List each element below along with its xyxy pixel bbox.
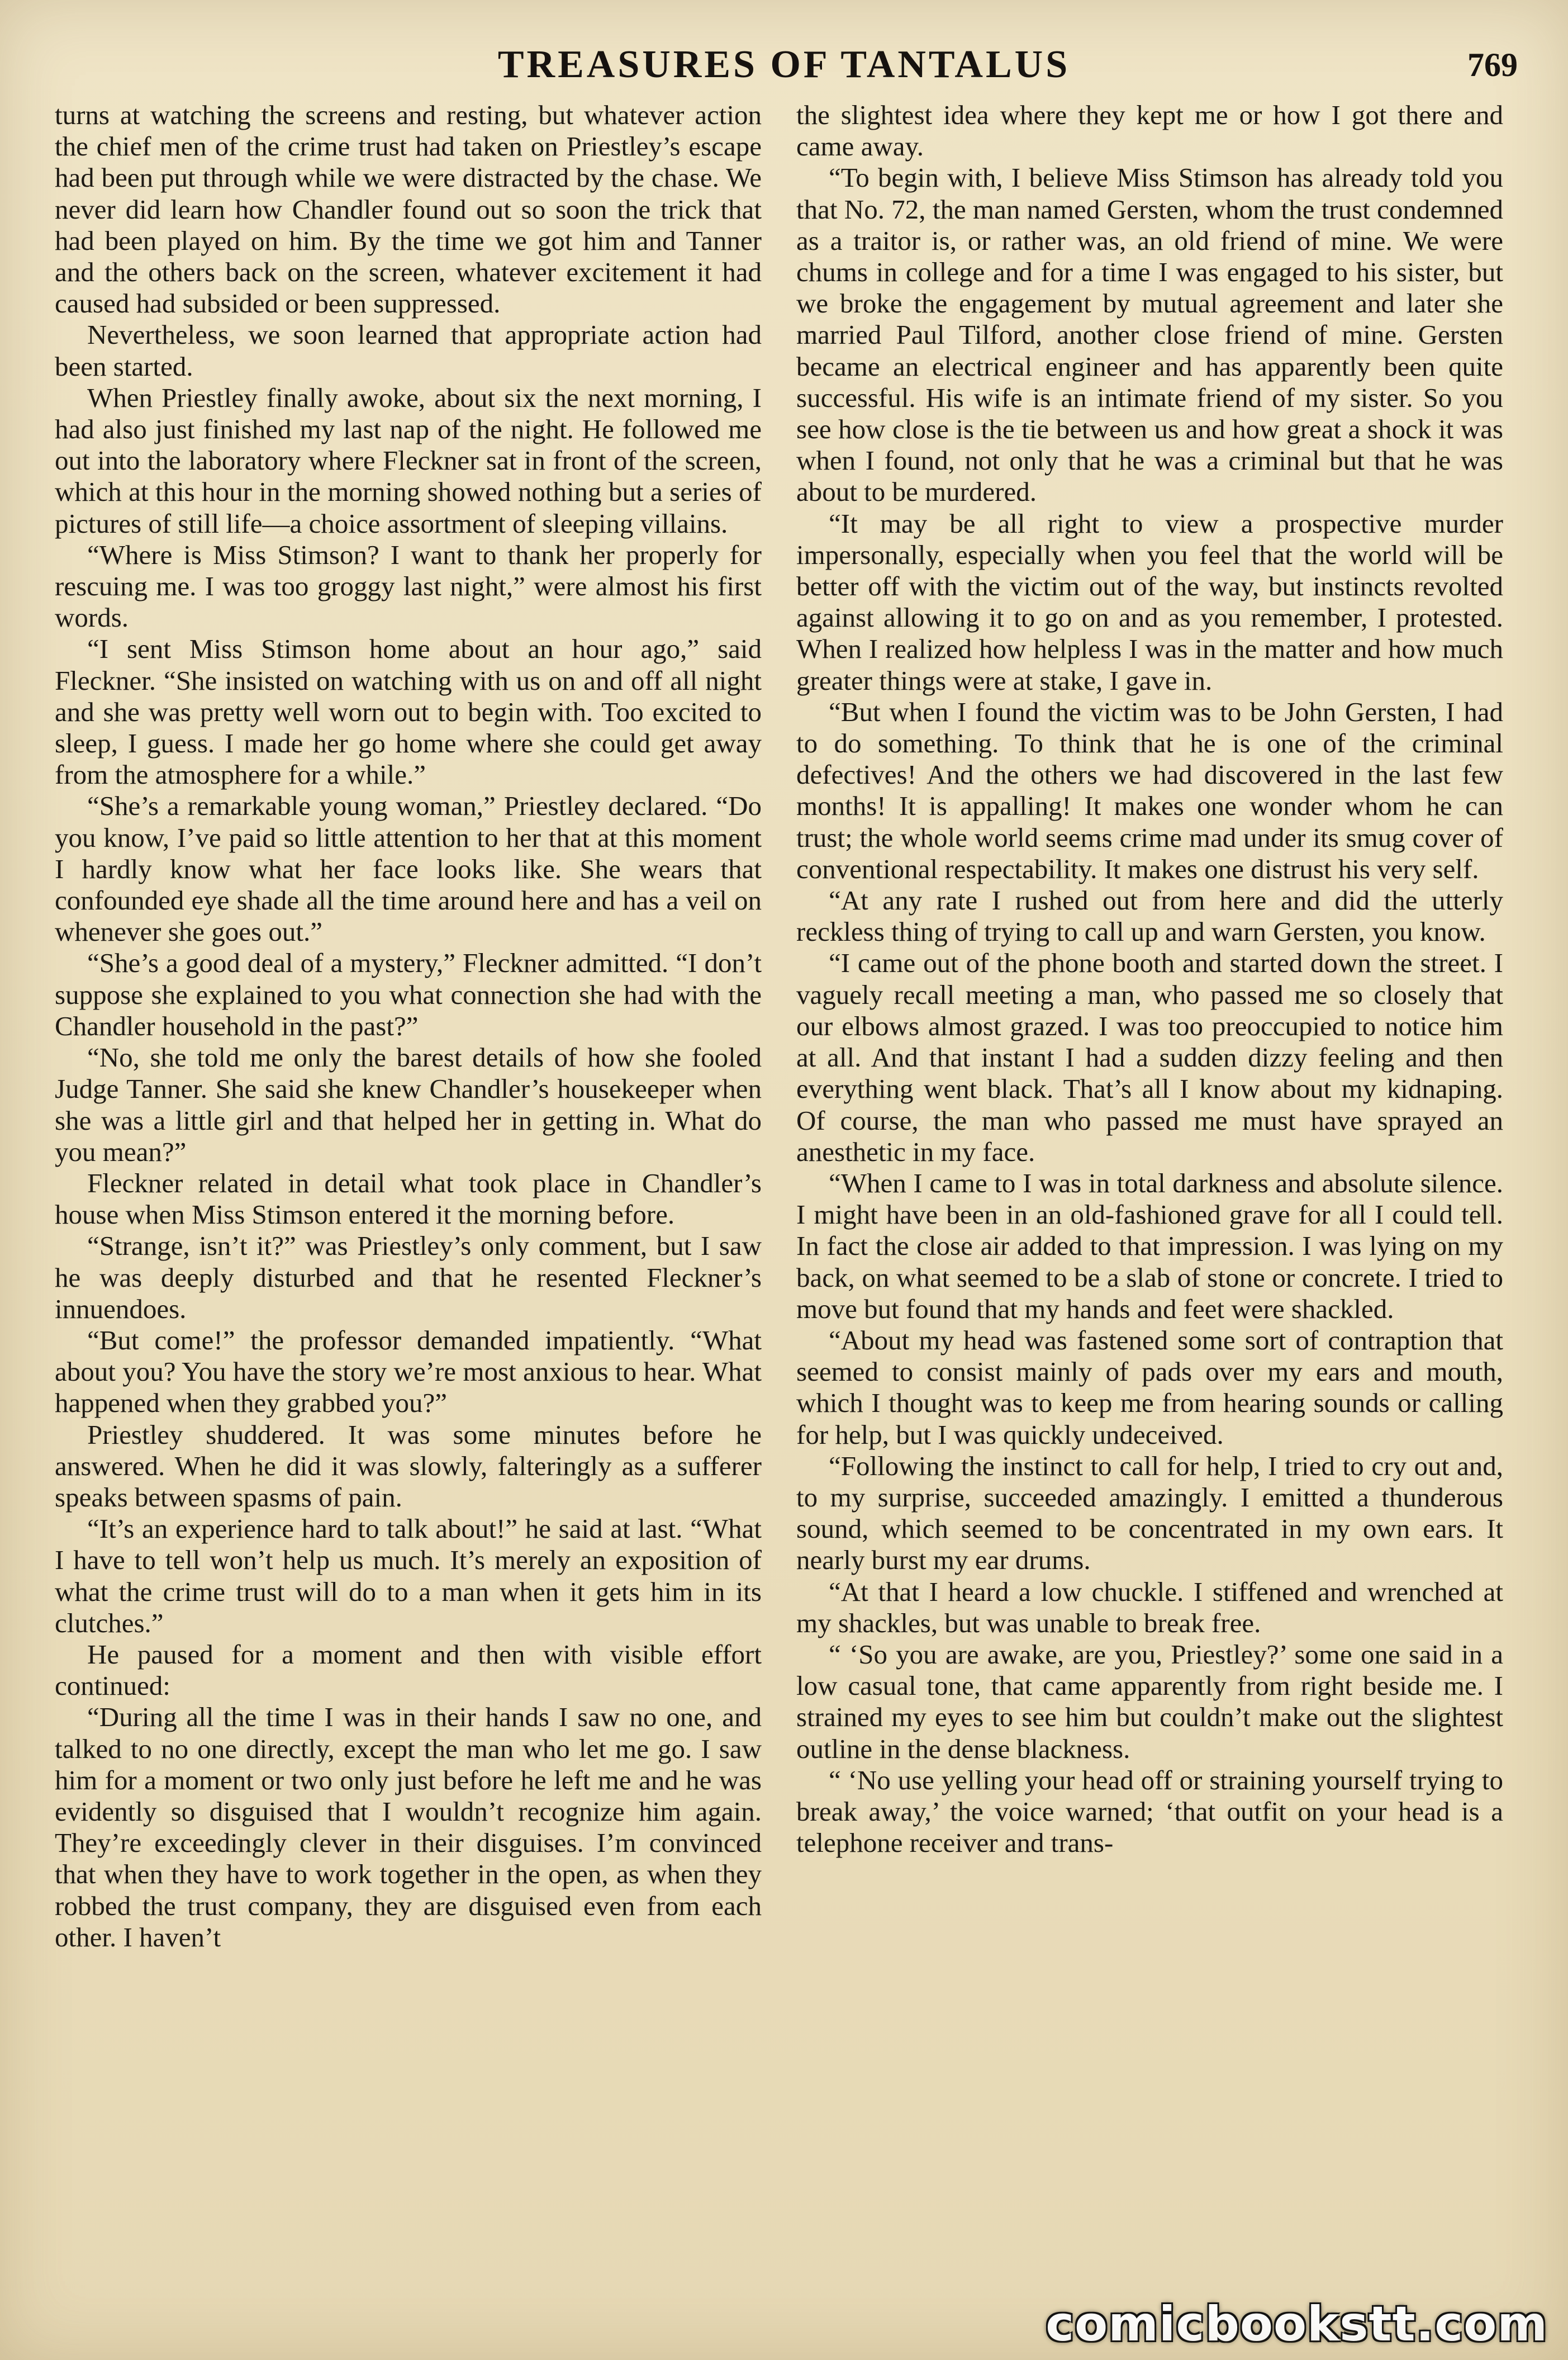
paragraph: “It’s an experience hard to talk about!” he said at last. “What I have to tell won’t help us much. It’s merely an exposition of what the crime trust will do to a man when it gets him in its clutches.”: [55, 1513, 762, 1638]
right-column: [796, 99, 1503, 2313]
paragraph: turns at watching the screens and resting, but whatever action the chief men of the crime trust had taken on Priestley’s escape had been put through while we were distracted by the chase. We never did learn how Chandler found out so soon the trick that had been played on him. By the time we got him and Tanner and the others back on the screen, whatever excitement it had caused had subsided or been suppressed.: [55, 99, 762, 319]
paragraph: When Priestley finally awoke, about six the next morning, I had also just finished my last nap of the night. He followed me out into the laboratory where Fleckner sat in front of the screen, which at this hour in the morning showed nothing but a series of pictures of still life—a choice assortment of sleeping villains.: [55, 382, 762, 539]
paragraph: “It may be all right to view a prospective murder impersonally, especially when you feel that the world will be better off with the victim out of the way, but instincts revolted against allowing it to go on and as you remember, I protested. When I realized how helpless I was in the matter and how much greater things were at stake, I gave in.: [796, 508, 1503, 696]
paragraph: “At any rate I rushed out from here and did the utterly reckless thing of trying to call up and warn Gersten, you know.: [796, 885, 1503, 947]
paragraph: “Strange, isn’t it?” was Priestley’s only comment, but I saw he was deeply disturbed and that he resented Fleckner’s innuendoes.: [55, 1230, 762, 1324]
paragraph: “I sent Miss Stimson home about an hour ago,” said Fleckner. “She insisted on watching with us on and off all night and she was pretty well worn out to begin with. Too excited to sleep, I guess. I made her go home where she could get away from the atmosphere for a while.”: [55, 633, 762, 790]
paragraph: Fleckner related in detail what took place in Chandler’s house when Miss Stimson entered it the morning before.: [55, 1167, 762, 1230]
page-number: 769: [1467, 46, 1518, 83]
paragraph: “ ‘No use yelling your head off or straining yourself trying to break away,’ the voice warned; ‘that outfit on your head is a telephone receiver and trans-: [796, 1764, 1503, 1859]
paragraph: “Where is Miss Stimson? I want to thank her properly for rescuing me. I was too groggy last night,” were almost his first words.: [55, 539, 762, 633]
paragraph: “ ‘So you are awake, are you, Priestley?’ some one said in a low casual tone, that came apparently from right beside me. I strained my eyes to see him but couldn’t make out the slightest outline in the dense blackness.: [796, 1638, 1503, 1764]
paragraph: “She’s a good deal of a mystery,” Fleckner admitted. “I don’t suppose she explained to you what connection she had with the Chandler household in the past?”: [55, 947, 762, 1041]
paragraph: “Following the instinct to call for help, I tried to cry out and, to my surprise, succeeded amazingly. I emitted a thunderous sound, which seemed to be concentrated in my own ears. It nearly burst my ear drums.: [796, 1450, 1503, 1576]
paragraph: “About my head was fastened some sort of contraption that seemed to consist mainly of pads over my ears and mouth, which I thought was to keep me from hearing sounds or calling for help, but I was quickly undeceived.: [796, 1324, 1503, 1450]
paragraph: “During all the time I was in their hands I saw no one, and talked to no one directly, except the man who let me go. I saw him for a moment or two only just before he left me and he was evidently so disguised that I wouldn’t recognize him again. They’re exceedingly clever in their disguises. I’m convinced that when they have to work together in the open, as when they robbed the trust company, they are disguised even from each other. I haven’t: [55, 1702, 762, 1953]
page-header: [50, 32, 1518, 94]
running-title: TREASURES OF TANTALUS: [497, 43, 1071, 86]
paragraph: Priestley shuddered. It was some minutes before he answered. When he did it was slowly, falteringly as a sufferer speaks between spasms of pain.: [55, 1419, 762, 1513]
paragraph: Nevertheless, we soon learned that appropriate action had been started.: [55, 319, 762, 382]
paragraph: He paused for a moment and then with visible effort continued:: [55, 1638, 762, 1702]
paragraph: “She’s a remarkable young woman,” Priestley declared. “Do you know, I’ve paid so little attention to her that at this moment I hardly know what her face looks like. She wears that confounded eye shade all the time around here and has a veil on whenever she goes out.”: [55, 790, 762, 947]
paragraph: “But come!” the professor demanded impatiently. “What about you? You have the story we’re most anxious to hear. What happened when they grabbed you?”: [55, 1324, 762, 1419]
paragraph: “I came out of the phone booth and started down the street. I vaguely recall meeting a man, who passed me so closely that our elbows almost grazed. I was too preoccupied to notice him at all. And that instant I had a sudden dizzy feeling and then everything went black. That’s all I know about my kidnaping. Of course, the man who passed me must have sprayed an anesthetic in my face.: [796, 947, 1503, 1167]
left-column: [55, 99, 762, 2313]
paragraph: the slightest idea where they kept me or how I got there and came away.: [796, 99, 1503, 162]
paragraph: “At that I heard a low chuckle. I stiffened and wrenched at my shackles, but was unable to break free.: [796, 1576, 1503, 1638]
paragraph: “No, she told me only the barest details of how she fooled Judge Tanner. She said she knew Chandler’s housekeeper when she was a little girl and that helped her in getting in. What do you mean?”: [55, 1042, 762, 1167]
paragraph: “When I came to I was in total darkness and absolute silence. I might have been in an old-fashioned grave for all I could tell. In fact the close air added to that impression. I was lying on my back, on what seemed to be a slab of stone or concrete. I tried to move but found that my hands and feet were shackled.: [796, 1167, 1503, 1324]
paragraph: “But when I found the victim was to be John Gersten, I had to do something. To think that he is one of the criminal defectives! And the others we had discovered in the last few months! It is appalling! It makes one wonder whom he can trust; the whole world seems crime mad under its smug cover of conventional respectability. It makes one distrust his very self.: [796, 696, 1503, 884]
paragraph: “To begin with, I believe Miss Stimson has already told you that No. 72, the man named Gersten, whom the trust condemned as a traitor is, or rather was, an old friend of mine. We were chums in college and for a time I was engaged to his sister, but we broke the engagement by mutual agreement and later she married Paul Tilford, another close friend of mine. Gersten became an electrical engineer and has apparently been quite successful. His wife is an intimate friend of my sister. So you see how close is the tie between us and how great a shock it was when I found, not only that he was a criminal but that he was about to be murdered.: [796, 162, 1503, 508]
watermark-text: comicbookstt.com: [1046, 2296, 1548, 2352]
